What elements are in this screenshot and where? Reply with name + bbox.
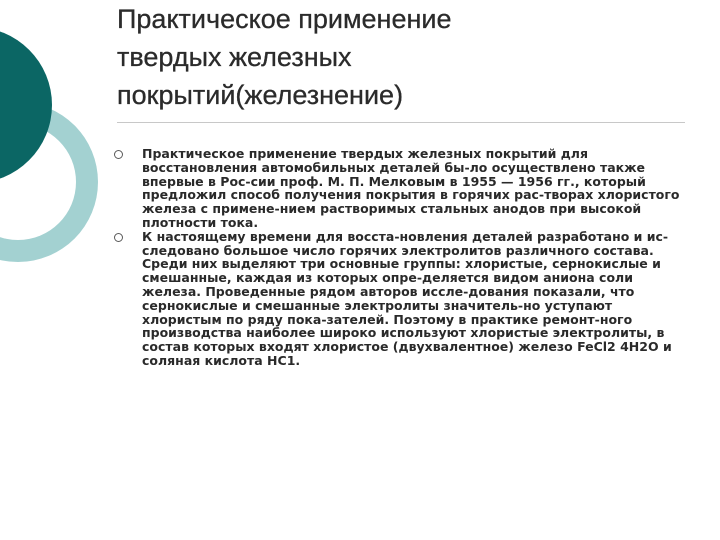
bullet-text: Практическое применение твердых железных покрытий для восстановления автомобильных деталей бы-ло осуществлено также впервые в Рос-сии проф. М. П. Мелковым в 1955 — 1956 гг., который предложил способ получения покрытия в горячих рас-творах хлористого железа с примене-нием растворимых стальных анодов при высокой плотности тока.: [142, 146, 680, 230]
slide-title: [117, 0, 677, 114]
bullet-text: К настоящему времени для восста-новления деталей разработано и ис-следовано большое число горячих электролитов различного состава. Среди них выделяют три основные группы: хлористые, сернокислые и смешанные, каждая из которых опре-деляется видом аниона соли железа. Проведенные рядом авторов иссле-дования показали, что сернокислые и смешанные электролиты значитель-но уступают хлористым по ряду пока-зателей. Поэтому в практике ремонт-ного производства наиболее широко используют хлористые электролиты, в состав которых входят хлористое (двухвалентное) железо FeCl2 4H2O и соляная кислота HC1.: [142, 228, 672, 368]
slide-title-line-1: Практическое применение: [117, 4, 452, 34]
bullet-item-history: [114, 147, 684, 230]
slide-title-line-2: твердых железных: [117, 42, 352, 72]
hollow-circle-bullet-icon: [114, 233, 123, 242]
bullet-list: [114, 147, 684, 368]
bullet-item-electrolytes: [114, 230, 684, 368]
hollow-circle-bullet-icon: [114, 150, 123, 159]
title-divider: [117, 122, 685, 123]
teal-circles-decoration: [0, 0, 120, 300]
slide-title-line-3: покрытий(железнение): [117, 80, 404, 110]
